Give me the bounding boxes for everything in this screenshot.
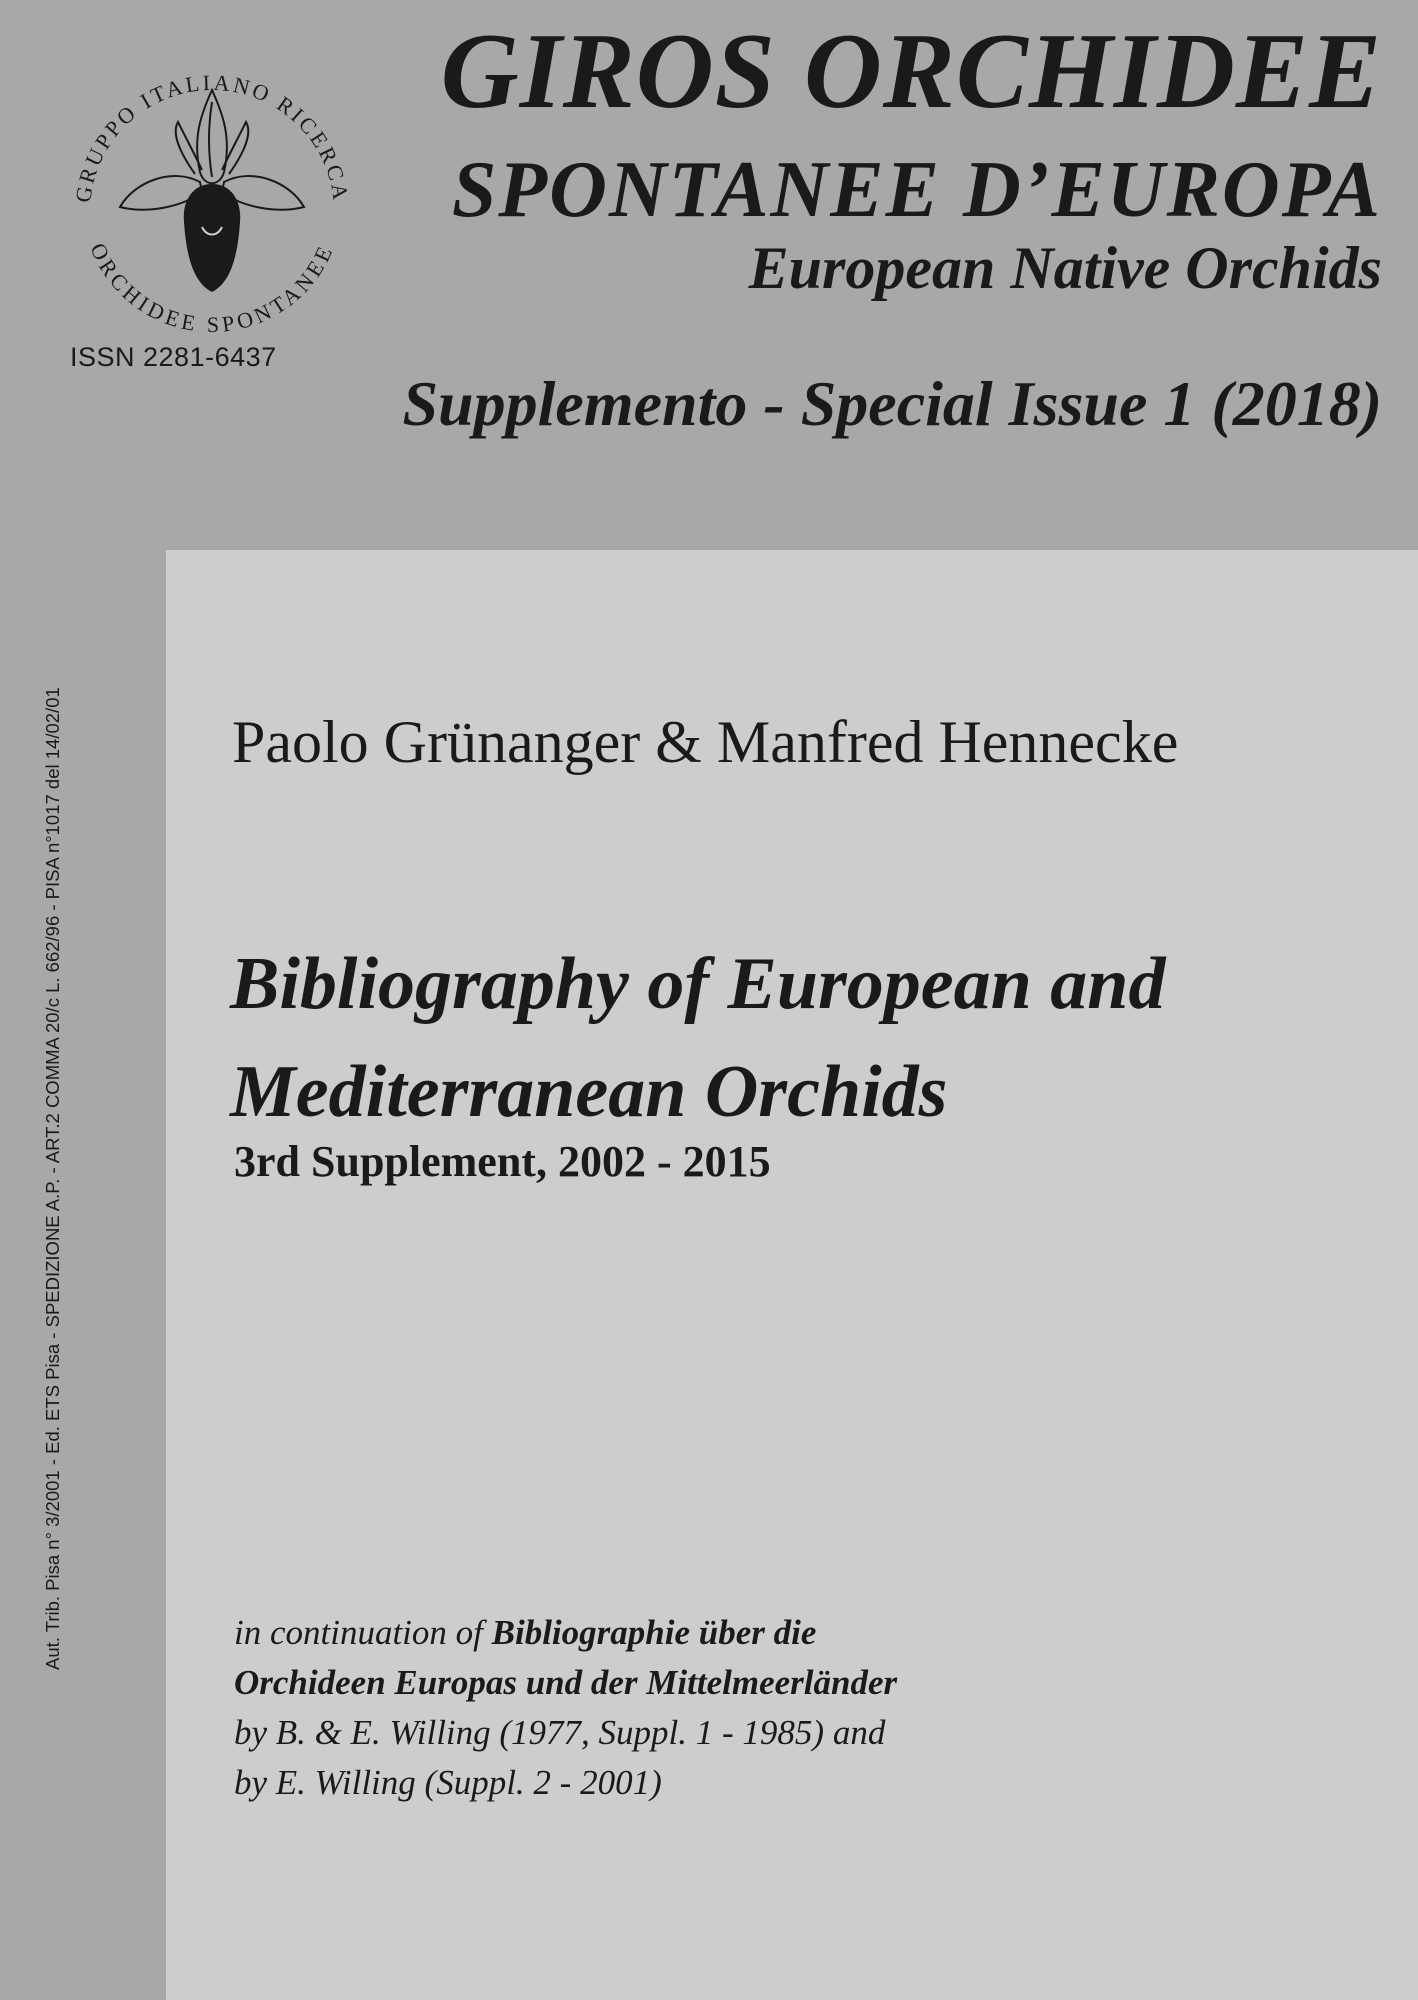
continuation-prefix: in continuation of xyxy=(234,1613,492,1652)
orchid-lip-icon xyxy=(184,184,241,292)
logo-ring-text-bottom: ORCHIDEE SPONTANEE xyxy=(85,239,339,338)
journal-title: GIROS ORCHIDEE xyxy=(440,12,1382,131)
authors: Paolo Grünanger & Manfred Hennecke xyxy=(232,709,1179,775)
left-strip xyxy=(0,550,166,2000)
logo-ring-text-top: GRUPPO ITALIANO RICERCA xyxy=(70,69,354,205)
book-title-line1: Bibliography of European and xyxy=(230,943,1166,1025)
continuation-line4: by E. Willing (Suppl. 2 - 2001) xyxy=(234,1763,662,1802)
giros-logo xyxy=(52,42,372,362)
continuation-work-line1: Bibliographie über die xyxy=(491,1613,817,1652)
journal-subtitle-english: European Native Orchids xyxy=(748,235,1382,301)
continuation-work-line2: Orchideen Europas und der Mittelmeerländer xyxy=(234,1663,898,1702)
book-title xyxy=(230,930,1165,1146)
continuation-line3: by B. & E. Willing (1977, Suppl. 1 - 1985) and xyxy=(234,1713,886,1752)
journal-title-line2: SPONTANEE D’EUROPA xyxy=(451,146,1382,234)
continuation-line1 xyxy=(234,1608,897,1658)
issue-label: Supplemento - Special Issue 1 (2018) xyxy=(402,368,1382,439)
continuation-note xyxy=(234,1608,897,1808)
book-title-line2: Mediterranean Orchids xyxy=(230,1051,948,1133)
book-subtitle: 3rd Supplement, 2002 - 2015 xyxy=(234,1137,771,1186)
postal-authorization-note: Aut. Trib. Pisa n° 3/2001 - Ed. ETS Pisa - SPEDIZIONE A.P. - ART.2 COMMA 20/c L. 662/96 - PISA n°1017 del 14/02/01 xyxy=(42,687,63,1670)
issn-label: ISSN 2281-6437 xyxy=(70,342,277,372)
